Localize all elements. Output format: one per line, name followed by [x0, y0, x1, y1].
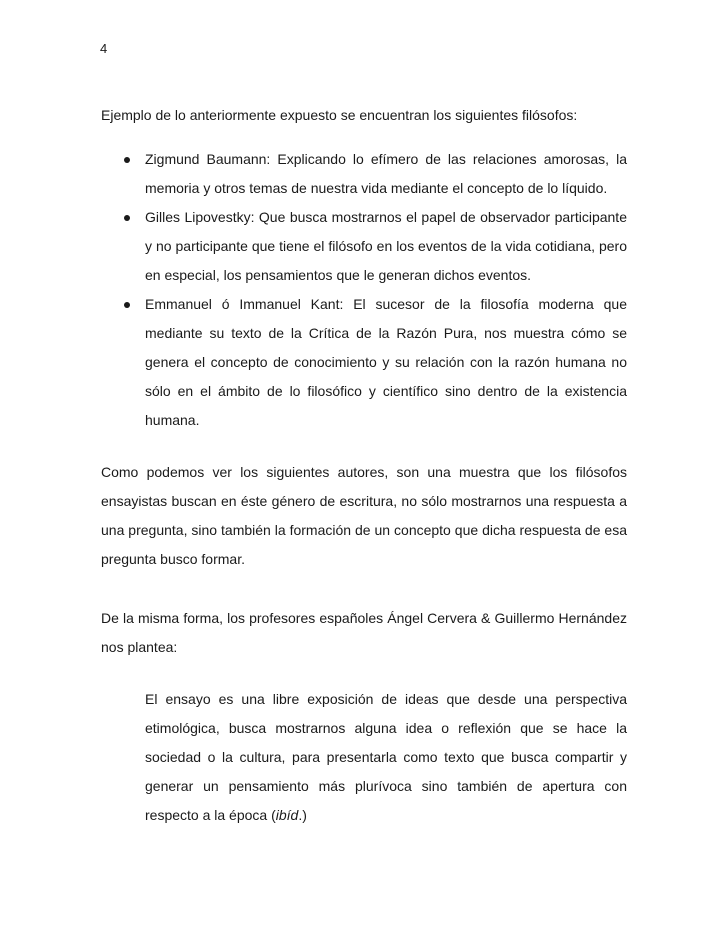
list-item — [101, 203, 627, 290]
quote-citation: ibíd — [275, 807, 299, 823]
block-quote — [145, 685, 627, 830]
body-paragraph: De la misma forma, los profesores españoles Ángel Cervera & Guillermo Hernández nos plantea: — [101, 610, 627, 655]
list-item — [101, 145, 627, 203]
intro-paragraph: Ejemplo de lo anteriormente expuesto se encuentran los siguientes filósofos: — [101, 107, 578, 123]
quote-text: El ensayo es una libre exposición de ideas que desde una perspectiva etimológica, busca mostrarnos alguna idea o reflexión que se hace la sociedad o la cultura, para presentarla como texto que busca compartir y generar un pensamiento más plurívoca sino también de apertura con respecto a la época ( — [145, 691, 627, 823]
page-number: 4 — [100, 41, 108, 56]
bullet-icon — [124, 215, 130, 221]
philosophers-list — [101, 145, 627, 435]
quote-closing: .) — [298, 807, 307, 823]
list-item-text: Emmanuel ó Immanuel Kant: El sucesor de la filosofía moderna que mediante su texto de la Crítica de la Razón Pura, nos muestra cómo se genera el concepto de conocimiento y su relación con la razón humana no sólo en el ámbito de lo filosófico y científico sino dentro de la existencia humana. — [145, 296, 627, 428]
list-item — [101, 290, 627, 435]
bullet-icon — [124, 302, 130, 308]
list-item-text: Zigmund Baumann: Explicando lo efímero de las relaciones amorosas, la memoria y otros temas de nuestra vida mediante el concepto de lo líquido. — [145, 151, 627, 196]
bullet-icon — [124, 157, 130, 163]
list-item-text: Gilles Lipovestky: Que busca mostrarnos el papel de observador participante y no participante que tiene el filósofo en los eventos de la vida cotidiana, pero en especial, los pensamientos que le generan dichos eventos. — [145, 209, 627, 283]
body-paragraph: Como podemos ver los siguientes autores, son una muestra que los filósofos ensayistas buscan en éste género de escritura, no sólo mostrarnos una respuesta a una pregunta, sino también la formación de un concepto que dicha respuesta de esa pregunta busco formar. — [101, 464, 627, 567]
